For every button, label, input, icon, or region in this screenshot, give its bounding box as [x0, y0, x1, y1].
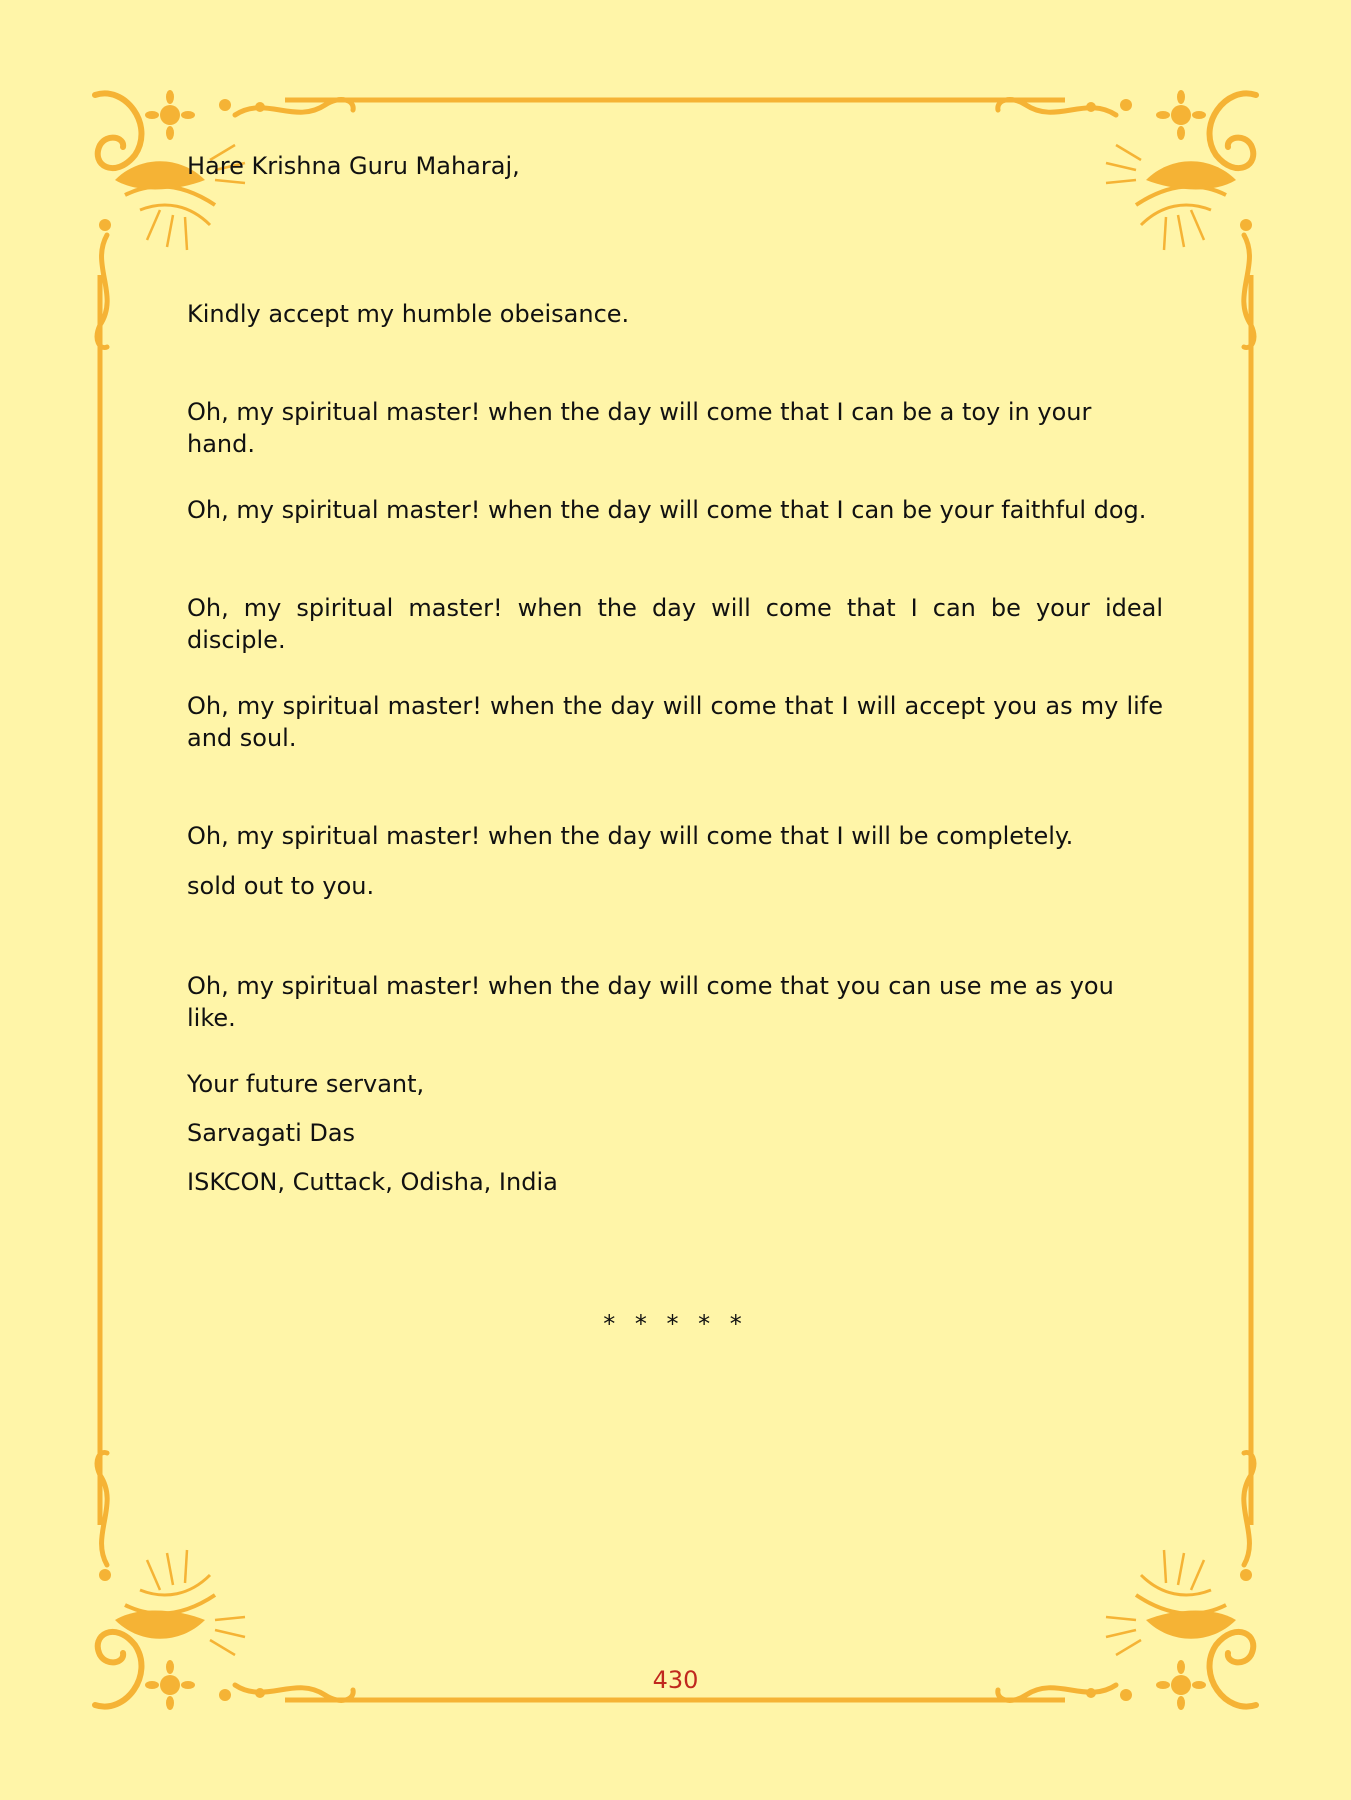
letter-line: Oh, my spiritual master! when the day will come that I can be your faithful dog. [187, 496, 1147, 524]
page-number: 430 [652, 1666, 699, 1694]
letter-line: Oh, my spiritual master! when the day will come that I can be a toy in your hand. [187, 398, 1092, 458]
separator: * * * * * [603, 1310, 748, 1338]
letter-line: Oh, my spiritual master! when the day will come that I will accept you as my life and soul. [187, 692, 1163, 752]
salutation: Hare Krishna Guru Maharaj, [187, 152, 520, 180]
letter-line: sold out to you. [187, 872, 375, 900]
letter-line: Oh, my spiritual master! when the day will come that I will be completely. [187, 822, 1074, 850]
letter-line: Oh, my spiritual master! when the day will come that I can be your ideal disciple. [187, 594, 1163, 654]
closing: Your future servant, [187, 1070, 425, 1098]
location: ISKCON, Cuttack, Odisha, India [187, 1168, 558, 1196]
signature: Sarvagati Das [187, 1119, 356, 1147]
greeting: Kindly accept my humble obeisance. [187, 300, 630, 328]
letter-line: Oh, my spiritual master! when the day will come that you can use me as you like. [187, 972, 1114, 1032]
